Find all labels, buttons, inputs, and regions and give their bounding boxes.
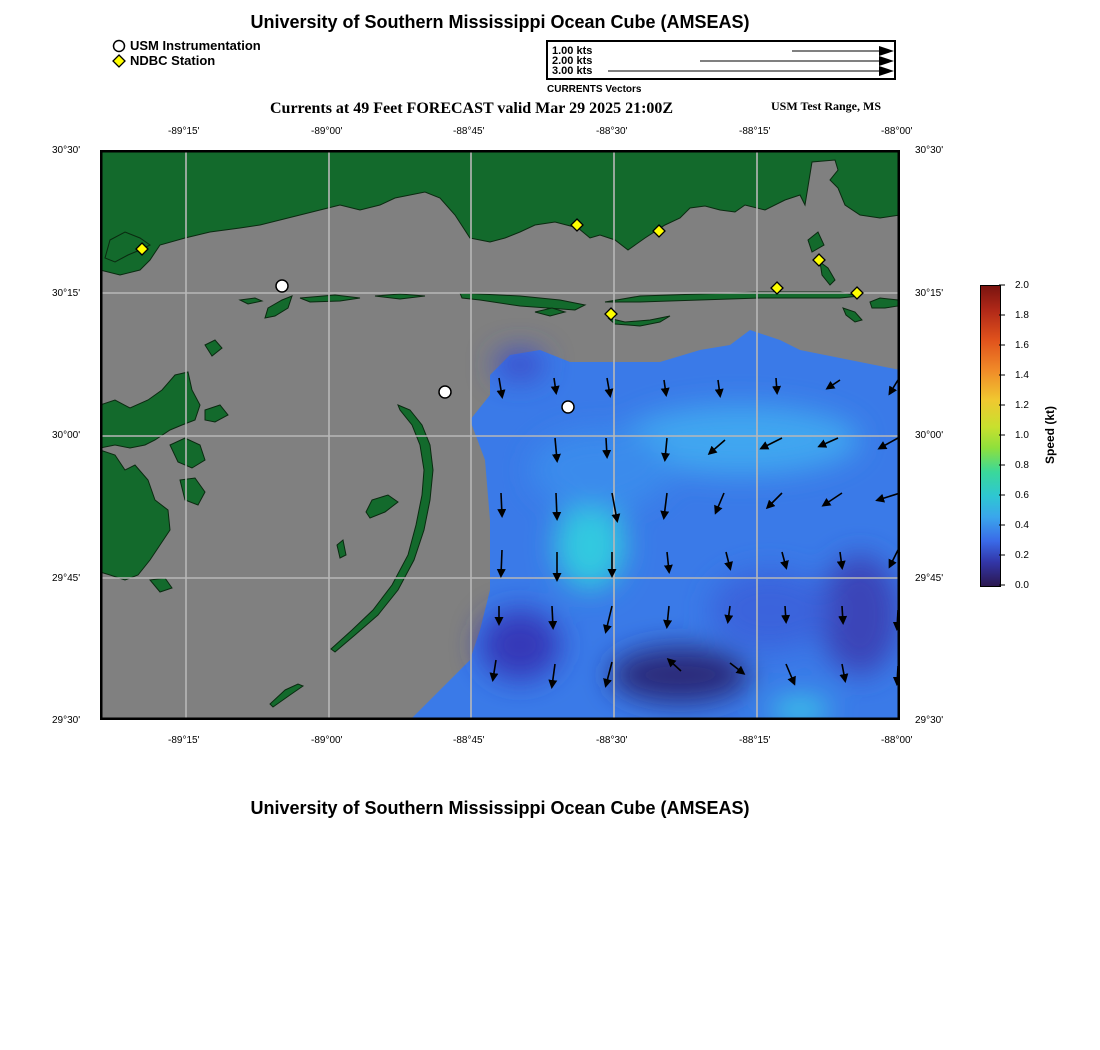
lat-tick-right: 29°45' [915,573,944,584]
vector-scale-box [546,40,896,80]
lon-tick-top: -88°15' [739,126,771,137]
lon-tick-bottom: -89°00' [311,735,343,746]
lon-tick-top: -88°00' [881,126,913,137]
lat-tick-right: 30°15' [915,288,944,299]
lat-tick-right: 29°30' [915,715,944,726]
lon-tick-bottom: -88°15' [739,735,771,746]
legend-usm-label: USM Instrumentation [130,38,261,53]
scale-label-3: 3.00 kts [552,65,593,77]
colorbar-tick: 1.2 [1015,400,1029,411]
lat-tick-left: 30°15' [52,288,81,299]
lat-tick-left: 29°45' [52,573,81,584]
main-title: University of Southern Mississippi Ocean Cube (AMSEAS) [250,12,750,32]
test-range-label: USM Test Range, MS [771,99,882,113]
lon-tick-top: -89°00' [311,126,343,137]
lon-tick-top: -89°15' [168,126,200,137]
lon-tick-bottom: -88°30' [596,735,628,746]
lon-tick-bottom: -89°15' [168,735,200,746]
usm-instrument-marker[interactable] [562,401,574,413]
legend-ndbc [112,53,261,68]
usm-instrument-marker[interactable] [276,280,288,292]
scale-label-2: 2.00 kts [552,55,593,67]
lon-tick-top: -88°45' [453,126,485,137]
vector-scale-title: CURRENTS Vectors [547,84,642,95]
colorbar-tick: 0.2 [1015,550,1029,561]
colorbar-tick: 1.4 [1015,370,1029,381]
speed-colorbar [980,285,1001,587]
legend-usm [112,38,261,53]
forecast-subtitle: Currents at 49 Feet FORECAST valid Mar 29 2025 21:00Z [270,100,674,117]
colorbar-label: Speed (kt) [1043,405,1057,465]
scale-arrows [548,42,894,78]
colorbar-ticks [999,284,1009,588]
lon-tick-top: -88°30' [596,126,628,137]
colorbar-tick: 0.4 [1015,520,1029,531]
scale-label-1: 1.00 kts [552,45,593,57]
colorbar-tick: 1.0 [1015,430,1029,441]
lon-tick-bottom: -88°45' [453,735,485,746]
usm-circle-icon [112,39,126,53]
currents-map [100,150,900,720]
colorbar-tick: 0.6 [1015,490,1029,501]
lat-tick-right: 30°30' [915,145,944,156]
colorbar-tick: 0.8 [1015,460,1029,471]
colorbar-tick: 0.0 [1015,580,1029,591]
usm-instrument-marker[interactable] [439,386,451,398]
marker-legend [112,38,261,68]
footer-title: University of Southern Mississippi Ocean Cube (AMSEAS) [250,798,750,818]
lat-tick-left: 30°00' [52,430,81,441]
ndbc-diamond-icon [112,54,126,68]
colorbar-tick: 2.0 [1015,280,1029,291]
lat-tick-left: 29°30' [52,715,81,726]
colorbar-tick: 1.8 [1015,310,1029,321]
lon-tick-bottom: -88°00' [881,735,913,746]
lat-tick-right: 30°00' [915,430,944,441]
colorbar-tick: 1.6 [1015,340,1029,351]
lat-tick-left: 30°30' [52,145,81,156]
legend-ndbc-label: NDBC Station [130,53,216,68]
